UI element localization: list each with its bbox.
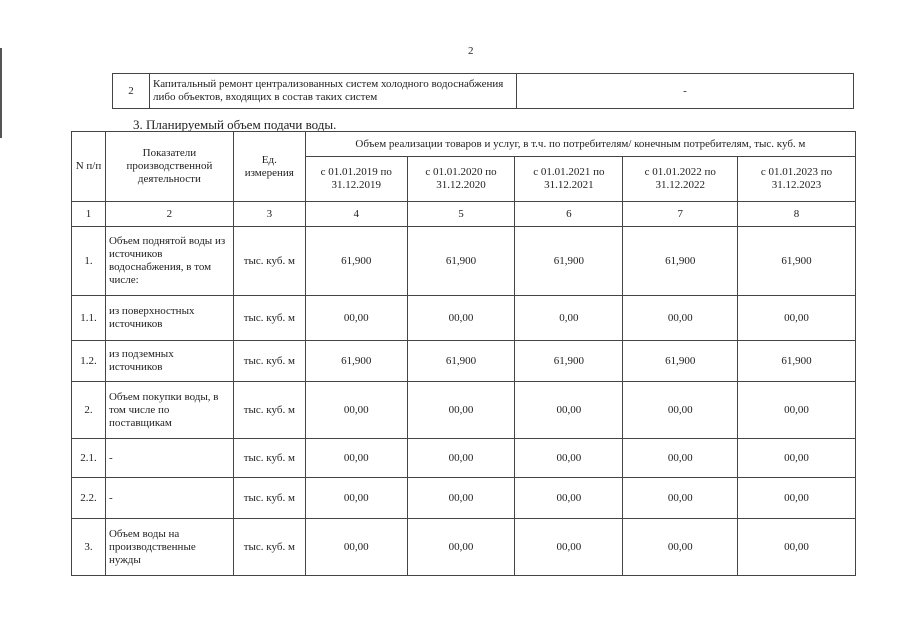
- row-value: 0,00: [515, 296, 623, 341]
- row-value: 00,00: [623, 382, 738, 439]
- row-value: 61,900: [515, 227, 623, 296]
- row-value: 00,00: [515, 439, 623, 478]
- row-number: 1.2.: [72, 341, 106, 382]
- row-value: 00,00: [515, 382, 623, 439]
- row-value: 61,900: [623, 227, 738, 296]
- row-value: 00,00: [305, 439, 407, 478]
- row-name: из поверхностных источников: [105, 296, 233, 341]
- col-number: 4: [305, 202, 407, 227]
- row-value: 00,00: [623, 519, 738, 576]
- row-value: 61,900: [305, 227, 407, 296]
- row-unit: тыс. куб. м: [233, 439, 305, 478]
- column-number-row: [72, 202, 856, 227]
- row-number: 2.: [72, 382, 106, 439]
- row-name: -: [105, 478, 233, 519]
- table-row: [72, 382, 856, 439]
- col-number: 8: [738, 202, 856, 227]
- row-number: 2.2.: [72, 478, 106, 519]
- period-2021: с 01.01.2021 по 31.12.2021: [515, 157, 623, 202]
- col-number: 3: [233, 202, 305, 227]
- row-number: 1.: [72, 227, 106, 296]
- row-value: 00,00: [738, 439, 856, 478]
- col-number: 5: [407, 202, 515, 227]
- period-2023: с 01.01.2023 по 31.12.2023: [738, 157, 856, 202]
- data-rows: [72, 227, 856, 576]
- row-unit: тыс. куб. м: [233, 478, 305, 519]
- table-row: [72, 439, 856, 478]
- row-value: 00,00: [407, 382, 515, 439]
- row-name: из подземных источников: [105, 341, 233, 382]
- row-name: Капитальный ремонт централизованных систем холодного водоснабжения либо объектов, входящих в состав таких систем: [150, 74, 517, 109]
- capital-repair-table: [112, 73, 854, 109]
- page-number: 2: [468, 45, 474, 57]
- row-unit: тыс. куб. м: [233, 296, 305, 341]
- row-value: -: [517, 74, 854, 109]
- margin-mark: [0, 48, 2, 138]
- row-name: -: [105, 439, 233, 478]
- header-unit: Ед. измерения: [233, 132, 305, 202]
- row-value: 00,00: [407, 519, 515, 576]
- row-unit: тыс. куб. м: [233, 227, 305, 296]
- row-unit: тыс. куб. м: [233, 519, 305, 576]
- row-value: 61,900: [738, 341, 856, 382]
- row-value: 00,00: [305, 382, 407, 439]
- row-unit: тыс. куб. м: [233, 341, 305, 382]
- header-group: Объем реализации товаров и услуг, в т.ч. по потребителям/ конечным потребителям, тыс. куб. м: [305, 132, 855, 157]
- row-number: 2.1.: [72, 439, 106, 478]
- table-row: [72, 296, 856, 341]
- header-row: [72, 132, 856, 157]
- row-value: 00,00: [738, 382, 856, 439]
- table-row: [72, 341, 856, 382]
- row-value: 00,00: [738, 519, 856, 576]
- section-title: 3. Планируемый объем подачи воды.: [133, 117, 337, 132]
- row-name: Объем воды на производственные нужды: [105, 519, 233, 576]
- period-2019: с 01.01.2019 по 31.12.2019: [305, 157, 407, 202]
- table-row: [72, 227, 856, 296]
- row-value: 00,00: [515, 519, 623, 576]
- row-value: 61,900: [407, 341, 515, 382]
- col-number: 7: [623, 202, 738, 227]
- row-number: 2: [113, 74, 150, 109]
- col-number: 1: [72, 202, 106, 227]
- period-2020: с 01.01.2020 по 31.12.2020: [407, 157, 515, 202]
- water-supply-table: [71, 131, 856, 576]
- table-row: [72, 519, 856, 576]
- header-indicator: Показатели производственной деятельности: [105, 132, 233, 202]
- row-value: 00,00: [407, 296, 515, 341]
- table-row: [113, 74, 854, 109]
- col-number: 6: [515, 202, 623, 227]
- row-value: 00,00: [305, 296, 407, 341]
- row-value: 00,00: [305, 519, 407, 576]
- row-number: 1.1.: [72, 296, 106, 341]
- row-value: 61,900: [515, 341, 623, 382]
- row-unit: тыс. куб. м: [233, 382, 305, 439]
- col-number: 2: [105, 202, 233, 227]
- row-value: 00,00: [623, 478, 738, 519]
- row-name: Объем покупки воды, в том числе по поставщикам: [105, 382, 233, 439]
- row-value: 61,900: [623, 341, 738, 382]
- row-value: 61,900: [305, 341, 407, 382]
- row-value: 00,00: [623, 296, 738, 341]
- row-number: 3.: [72, 519, 106, 576]
- row-value: 00,00: [623, 439, 738, 478]
- row-value: 00,00: [305, 478, 407, 519]
- row-value: 61,900: [738, 227, 856, 296]
- row-value: 61,900: [407, 227, 515, 296]
- table-row: [72, 478, 856, 519]
- row-value: 00,00: [738, 478, 856, 519]
- row-value: 00,00: [738, 296, 856, 341]
- row-value: 00,00: [407, 439, 515, 478]
- period-2022: с 01.01.2022 по 31.12.2022: [623, 157, 738, 202]
- row-name: Объем поднятой воды из источников водоснабжения, в том числе:: [105, 227, 233, 296]
- header-num: N п/п: [72, 132, 106, 202]
- row-value: 00,00: [515, 478, 623, 519]
- row-value: 00,00: [407, 478, 515, 519]
